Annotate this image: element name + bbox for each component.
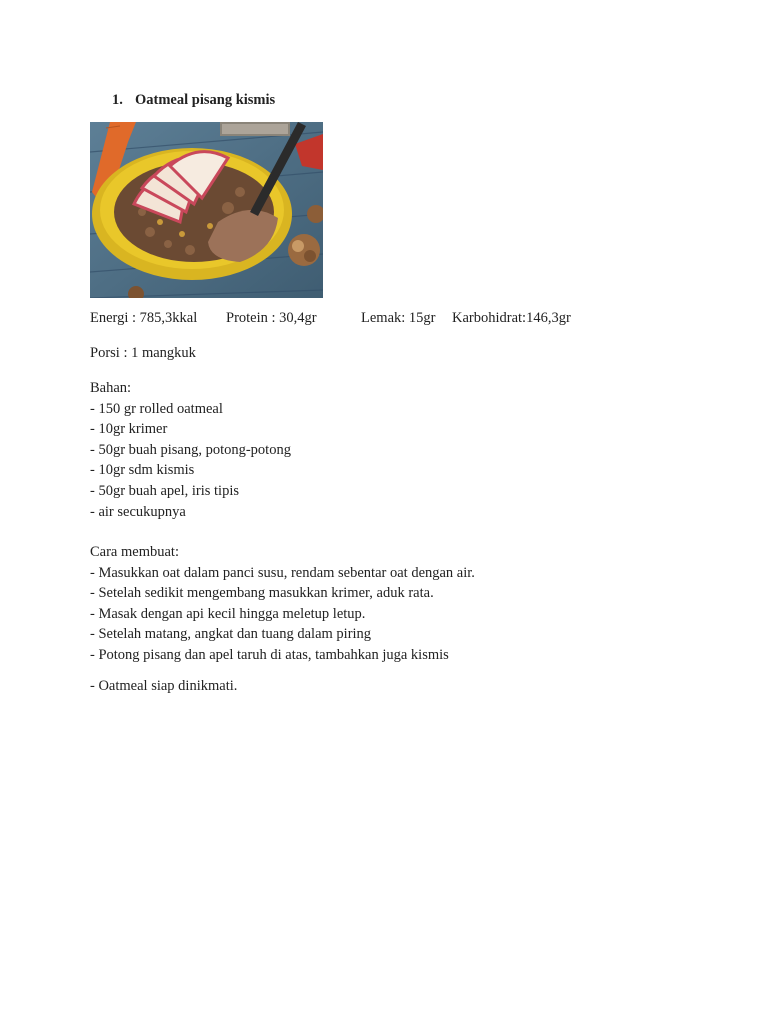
recipe-number: 1. [112,92,123,108]
steps-section [90,542,475,666]
ingredient-item: - 150 gr rolled oatmeal [90,400,223,417]
ingredient-item: - air secukupnya [90,503,186,520]
step-item: - Setelah matang, angkat dan tuang dalam piring [90,626,372,643]
ingredients-section [90,378,291,522]
ingredient-item: - 10gr krimer [90,421,168,438]
nutrition-fat: Lemak: 15gr [361,310,436,326]
nutrition-carbs: Karbohidrat:146,3gr [452,310,571,326]
oatmeal-bowl-illustration [90,122,323,298]
recipe-title-text: Oatmeal pisang kismis [135,92,276,108]
step-item: - Masukkan oat dalam panci susu, rendam sebentar oat dengan air. [90,564,475,581]
ingredients-heading: Bahan: [90,380,132,396]
oatmeal-photo [90,122,323,298]
step-item: - Potong pisang dan apel taruh di atas, tambahkan juga kismis [90,646,449,663]
nutrition-row [90,308,650,329]
portion-text: Porsi : 1 mangkuk [90,345,196,361]
ingredient-item: - 50gr buah apel, iris tipis [90,482,240,499]
ingredient-item: - 10gr sdm kismis [90,462,195,479]
nutrition-energy: Energi : 785,3kkal [90,310,198,326]
closing-text: - Oatmeal siap dinikmati. [90,678,238,694]
ingredient-item: - 50gr buah pisang, potong-potong [90,441,291,458]
nutrition-protein: Protein : 30,4gr [226,310,317,326]
steps-heading: Cara membuat: [90,544,179,560]
step-item: - Setelah sedikit mengembang masukkan krimer, aduk rata. [90,585,434,602]
step-item: - Masak dengan api kecil hingga meletup letup. [90,605,366,622]
recipe-title [112,92,275,109]
